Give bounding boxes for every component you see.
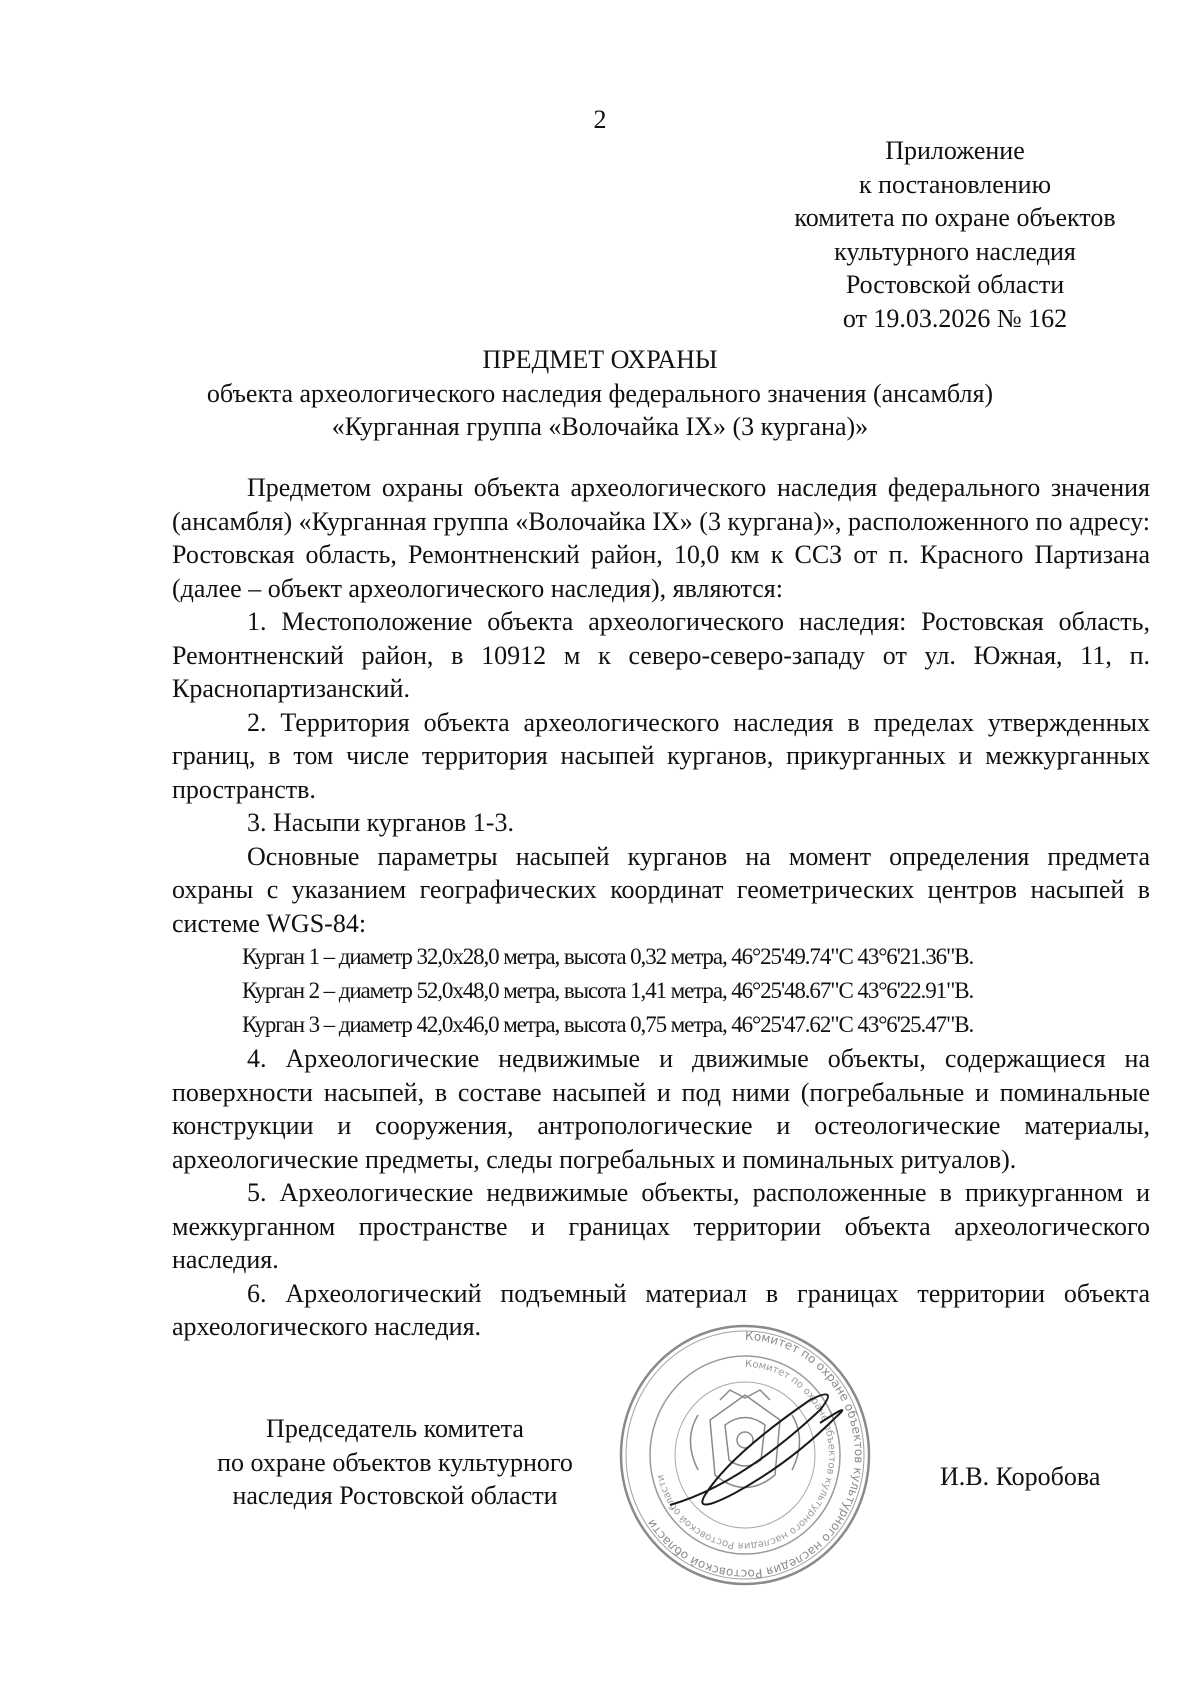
seal-inner-text: Комитет по охране объектов культурного наследия Ростовской области [655, 1358, 837, 1552]
item-6: 6. Археологический подъемный материал в границах территории объекта археологического наследия. [172, 1278, 1150, 1341]
params-paragraph: Основные параметры насыпей курганов на момент определения предмета охраны с указанием географических координат геометрических центров насыпей в системе WGS-84: [172, 841, 1150, 938]
position-line: Председатель комитета [266, 1414, 524, 1443]
appendix-line: культурного наследия [834, 236, 1076, 266]
appendix-line: Приложение [885, 136, 1025, 165]
position-line: наследия Ростовской области [232, 1481, 558, 1510]
appendix-block [730, 134, 1180, 335]
item-4: 4. Археологические недвижимые и движимые объекты, содержащиеся на поверхности насыпей, в составе насыпей и под ними (погребальные и поминальные конструкции и сооружения, антропологические и остеологические материалы, археологические предметы, следы погребальных и поминальных ритуалов). [172, 1044, 1150, 1174]
title-line: объекта археологического наследия федерального значения (ансамбля) [206, 378, 994, 408]
kurgan-3-line: Курган 3 – диаметр 42,0х46,0 метра, высота 0,75 метра, 46°25'47.62"С 43°6'25.47"В. [242, 1012, 974, 1037]
item-2: 2. Территория объекта археологического наследия в пределах утвержденных границ, в том числе территория насыпей курганов, прикурганных и межкурганных пространств. [172, 707, 1150, 804]
title-heading: ПРЕДМЕТ ОХРАНЫ [482, 345, 718, 374]
signatory-position [185, 1412, 605, 1513]
coat-of-arms-icon [691, 1390, 800, 1488]
kurgan-2-line: Курган 2 – диаметр 52,0х48,0 метра, высота 1,41 метра, 46°25'48.67"С 43°6'22.91"В. [242, 978, 974, 1003]
appendix-line: Ростовской области [845, 270, 1065, 299]
item-3: 3. Насыпи курганов 1-3. [247, 808, 514, 837]
item-1: 1. Местоположение объекта археологического наследия: Ростовская область, Ремонтненский район, в 10912 м к северо-северо-западу от ул. Южная, 11, п. Краснопартизанский. [172, 607, 1150, 703]
signatory-name: И.В. Коробова [940, 1462, 1101, 1491]
item-5: 5. Археологические недвижимые объекты, расположенные в прикурганном и межкурганном пространстве и границах территории объекта археологического наследия. [172, 1178, 1150, 1274]
position-line: по охране объектов культурного [217, 1447, 573, 1477]
intro-paragraph: Предметом охраны объекта археологического наследия федерального значения (ансамбля) «Курганная группа «Волочайка IX» (3 кургана)», расположенного по адресу: Ростовская область, Ремонтненский район, 10,0 км к ССЗ от п. Красного Партизана (далее – объект археологического наследия), являются: [172, 473, 1150, 603]
seal-outer-text: Комитет по охране объектов культурного наследия Ростовской области [644, 1328, 866, 1582]
appendix-line: к постановлению [858, 169, 1052, 199]
official-seal-icon [600, 1305, 890, 1615]
appendix-line: от 19.03.2026 № 162 [842, 303, 1068, 333]
appendix-line: комитета по охране объектов [794, 203, 1116, 232]
document-body [172, 471, 1150, 1344]
svg-text:Комитет по охране объектов кул [655, 1359, 837, 1551]
title-line: «Курганная группа «Волочайка IX» (3 кургана)» [331, 412, 869, 441]
kurgan-1-line: Курган 1 – диаметр 32,0х28,0 метра, высота 0,32 метра, 46°25'49.74"С 43°6'21.36"В. [242, 944, 974, 969]
page-number: 2 [593, 105, 607, 134]
document-title [0, 343, 1200, 444]
